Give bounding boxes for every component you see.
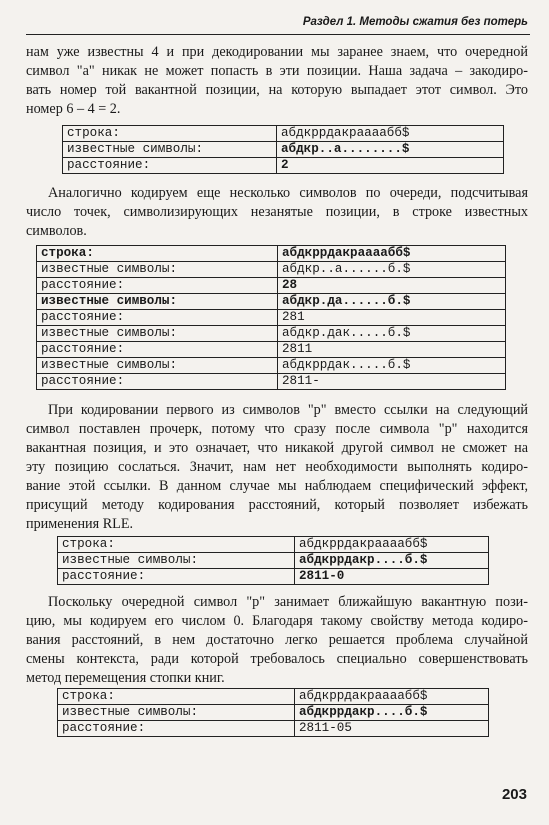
table-row (37, 326, 506, 342)
row-label: строка: (58, 537, 295, 553)
row-label: расстояние: (58, 721, 295, 737)
row-label: расстояние: (63, 158, 277, 174)
row-value: 28 (278, 278, 506, 294)
row-value: абдкр..а........$ (277, 142, 504, 158)
table-row (63, 142, 504, 158)
row-label: расстояние: (37, 342, 278, 358)
text-line: При кодировании первого из символов "р" вместо ссылки на следующий (48, 402, 528, 418)
row-label: расстояние: (37, 278, 278, 294)
text-line: вания расстояний, в нем достаточно легко решается проблема случайной (26, 632, 528, 648)
row-label: строка: (58, 689, 295, 705)
row-value: абдкррдакр....б.$ (295, 705, 489, 721)
row-value: абдкррдакр....б.$ (295, 553, 489, 569)
running-header (26, 14, 530, 35)
table-row (37, 262, 506, 278)
table-row (58, 689, 489, 705)
text-line: Аналогично кодируем еще несколько символов по очереди, подсчитывая (48, 185, 528, 201)
table-1 (62, 125, 504, 174)
page-number: 203 (501, 786, 527, 803)
text-line: смены контекста, ради которой требовалось специально совершенствовать (26, 651, 528, 667)
row-value: абдкррдакраааабб$ (277, 126, 504, 142)
row-label: известные символы: (63, 142, 277, 158)
row-label: расстояние: (37, 374, 278, 390)
table-row (37, 358, 506, 374)
text-line: метод перемещения стопки книг. (26, 670, 225, 686)
row-value: 2811-05 (295, 721, 489, 737)
section-title: Раздел 1. Методы сжатия без потерь (302, 16, 528, 28)
text-line: цию, мы кодируем его числом 0. Благодаря такому свойству метода кодиро- (26, 613, 528, 629)
table-row (37, 342, 506, 358)
row-value: 2 (277, 158, 504, 174)
text-line: вать номер той вакантной позиции, на которую выпадает этот символ. Это (26, 82, 528, 98)
row-value: абдкр.дак.....б.$ (278, 326, 506, 342)
text-line: эту позицию сослаться. Значит, нам нет необходимости выполнять кодиро- (26, 459, 528, 475)
row-value: 2811-0 (295, 569, 489, 585)
table-row (63, 158, 504, 174)
paragraph-4 (26, 593, 528, 688)
table-row (37, 246, 506, 262)
row-label: известные символы: (58, 553, 295, 569)
row-label: известные символы: (37, 326, 278, 342)
text-line: нам уже известны 4 и при декодировании мы заранее знаем, что очередной (26, 44, 528, 60)
row-label: расстояние: (58, 569, 295, 585)
text-line: символ поставлен прочерк, потому что сразу после символа "р" находится (26, 421, 528, 437)
row-value: 2811- (278, 374, 506, 390)
row-label: известные символы: (37, 262, 278, 278)
table-4 (57, 688, 489, 737)
table-row (58, 705, 489, 721)
row-value: 2811 (278, 342, 506, 358)
row-label: расстояние: (37, 310, 278, 326)
text-line: вакантная позиция, и это означает, что никакой другой символ не сможет на (26, 440, 528, 456)
table-row (58, 721, 489, 737)
text-line: номер 6 – 4 = 2. (26, 101, 121, 117)
paragraph-2 (26, 184, 528, 241)
paragraph-3 (26, 401, 528, 534)
text-line: число точек, символизирующих незанятые позиции, в строке известных (26, 204, 528, 220)
row-value: абдкррдакраааабб$ (278, 246, 506, 262)
row-value: абдкррдак.....б.$ (278, 358, 506, 374)
row-label: известные символы: (37, 358, 278, 374)
table-row (37, 294, 506, 310)
row-label: известные символы: (37, 294, 278, 310)
table-row (37, 310, 506, 326)
row-value: абдкр.да......б.$ (278, 294, 506, 310)
table-row (63, 126, 504, 142)
row-label: строка: (37, 246, 278, 262)
table-3 (57, 536, 489, 585)
paragraph-1 (26, 43, 528, 119)
table-row (58, 537, 489, 553)
row-label: известные символы: (58, 705, 295, 721)
text-line: символов. (26, 223, 87, 239)
table-2 (36, 245, 506, 390)
text-line: Поскольку очередной символ "р" занимает ближайшую вакантную пози- (48, 594, 528, 610)
text-line: символ "а" никак не может попасть в эти позиции. Наша задача – закодиро- (26, 63, 528, 79)
row-value: абдкр..а......б.$ (278, 262, 506, 278)
table-row (37, 278, 506, 294)
table-row (37, 374, 506, 390)
table-row (58, 569, 489, 585)
text-line: применения RLE. (26, 516, 134, 532)
table-row (58, 553, 489, 569)
row-value: абдкррдакраааабб$ (295, 537, 489, 553)
row-value: абдкррдакраааабб$ (295, 689, 489, 705)
text-line: вание этой ссылки. В данном случае мы наблюдаем специфический эффект, (26, 478, 528, 494)
row-label: строка: (63, 126, 277, 142)
row-value: 281 (278, 310, 506, 326)
text-line: присущий методу кодирования расстояний, который позволяет избежать (26, 497, 528, 513)
